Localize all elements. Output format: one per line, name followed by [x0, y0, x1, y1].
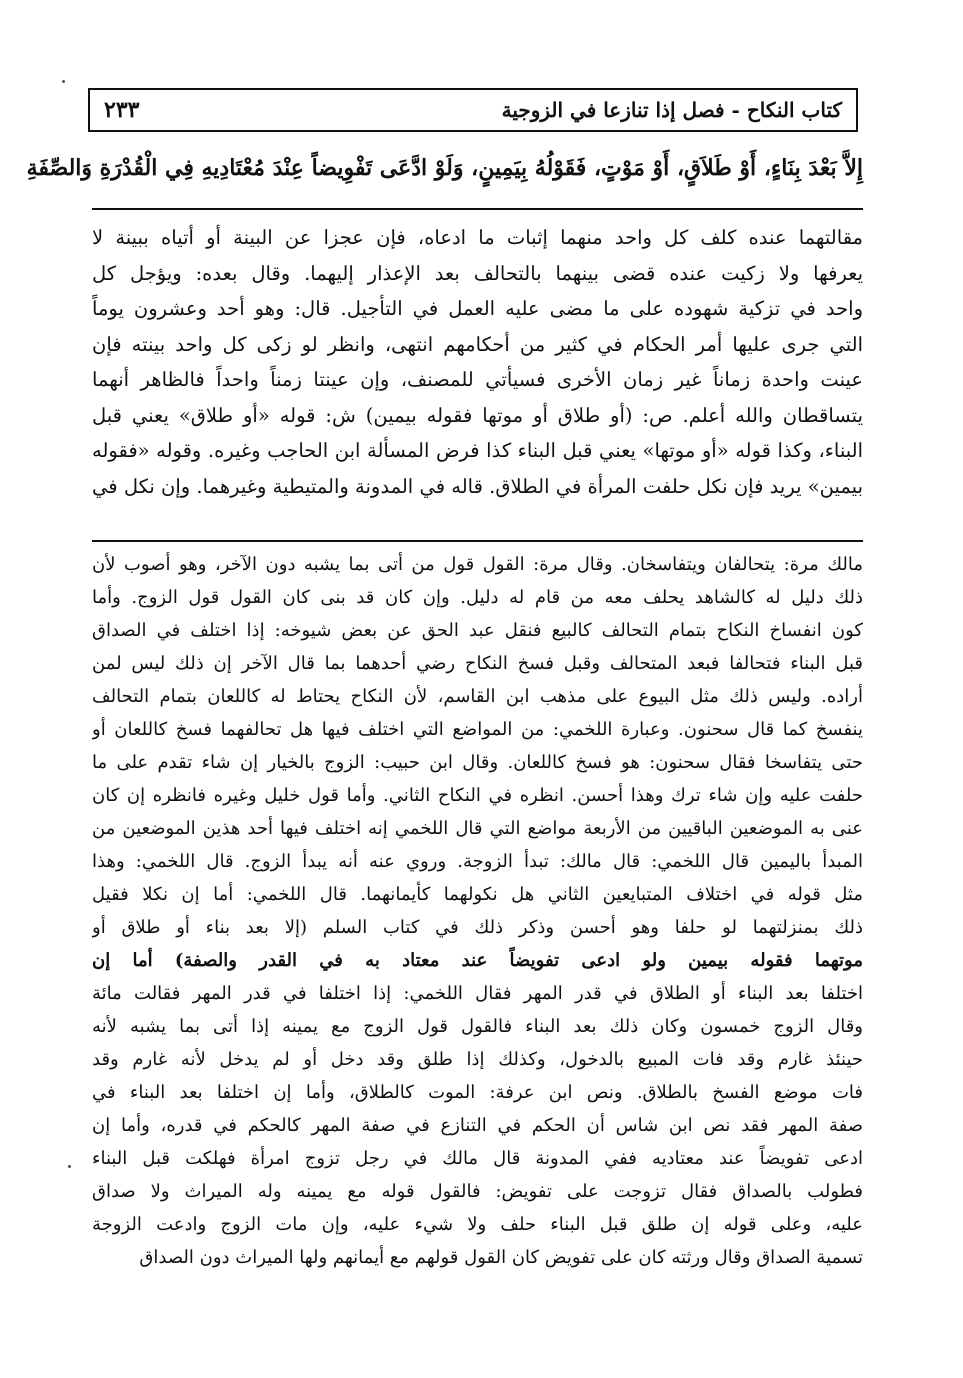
scan-speck [68, 1165, 71, 1168]
separator-rule-middle [92, 540, 863, 542]
foot-line: حلفت عليه وإن شاء ترك وهذا أحسن. انظره في النكاح الثاني. وأما قول خليل وغيره فانظره إن كان [92, 785, 863, 806]
main-line: مقالتهما عنده كلف كل واحد منهما إثبات ما ادعاه، فإن عجزا عن البينة أو أتياه ببينة لا [92, 226, 863, 249]
foot-line: ذلك دليل له كالشاهد يحلف معه من قام له دليل. وإن كان قد بنى كان القول قول الزوج. وأما [92, 587, 863, 608]
foot-line: فطولب بالصداق فقال تزوجت على تفويض: فالقول قوله مع يمينه وله الميراث ولا صداق [92, 1181, 863, 1202]
foot-line: حتى يتفاسخا فقال سحنون: هو فسخ كاللعان. وقال ابن حبيب: الزوج بالخيار إن شاء تقدم على ما [92, 752, 863, 773]
main-line: يعرفها ولا زكيت عنده قضى بينهما بالتحالف بعد الإعذار إليهما. وقال بعده: ويؤجل كل [92, 261, 863, 285]
running-header [88, 88, 858, 132]
separator-rule-top [92, 208, 863, 210]
foot-line: ذلك بمنزلتهما لو حلفا وهو أحسن وذكر ذلك في كتاب السلم (إلا بعد بناء أو طلاق أو [92, 917, 863, 938]
foot-line: مالك مرة: يتحالفان ويتفاسخان. وقال مرة: القول قول من أتى بما يشبه دون الآخر، وهو أصوب لأن [92, 554, 863, 575]
main-line: يتساقطان والله أعلم. ص: (أو طلاق أو موتها فقوله بيمين) ش: قوله «أو طلاق» يعني قبل [92, 403, 863, 427]
scan-speck [62, 80, 65, 83]
foot-line-quoted-matn: موتهما فقوله بيمين ولو ادعى تفويضاً عند معتاد به في القدر والصفة) أما إن [92, 950, 863, 971]
foot-line: أراده. وليس ذلك مثل البيوع على مذهب ابن القاسم، لأن النكاح يحتاط له كاللعان بتمام التحالف [92, 686, 863, 707]
marginal-commentary [92, 548, 863, 1274]
foot-line: عنى به الموضعين الباقيين من الأربعة مواضع التي قال اللخمي إنه اختلف فيها أحد هذين الموضعين من [92, 818, 863, 839]
foot-line: قبل البناء فتحالفا فبعد المتحالف وقبل فسخ النكاح رضي أحدهما بما قال الآخر إن ذلك ليس لمن [92, 653, 863, 674]
header-title: كتاب النكاح - فصل إذا تنازعا في الزوجية [501, 98, 842, 122]
foot-line: اختلفا بعد البناء أو الطلاق في قدر المهر فقال اللخمي: إذا اختلفا في قدر المهر فقالت مائة [92, 983, 863, 1004]
foot-line: المبدأ باليمين قال اللخمي: قال مالك: تبدأ الزوجة. وروي عنه أنه يبدأ الزوج. قال اللخمي: وهذا [92, 851, 863, 872]
main-line: بيمين» يريد فإن نكل حلفت المرأة في الطلاق. قاله في المدونة والمتيطية وغيرهما. وإن نكل في [92, 474, 863, 498]
foot-line: ادعى تفويضاً عند معتاديه ففي المدونة قال مالك في رجل تزوج امرأة فهلكت قبل البناء [92, 1148, 863, 1169]
main-line: واحد في تزكية شهوده على ما مضى عليه العمل في التأجيل. قال: وهو أحد وعشرون يوماً [92, 297, 863, 320]
main-line: التي جرى عليها أمر الحكام في كثير من أحكامهم انتهى، وانظر لو زكى كل واحد بينته فإن [92, 332, 863, 356]
foot-line: تسمية الصداق وقال ورثته كان على تفويض كان القول قولهم مع أيمانهم ولها الميراث دون الصداق [139, 1247, 863, 1268]
foot-line: مثل قوله في اختلاف المتبايعين الثاني هل نكولهما كأيمانهما. قال اللخمي: أما إن نكلا فقيل [92, 884, 863, 905]
main-commentary [92, 220, 863, 504]
foot-line: ينفسخ كما قال سحنون. وعبارة اللخمي: من المواضع التي اختلف فيها هل تحالفهما فسخ كاللعان أو [92, 719, 863, 740]
foot-line: وقال الزوج خمسون وكان ذلك بعد البناء فالقول قول الزوج مع يمينه إذا أتى بما يشبه لأنه [92, 1016, 863, 1037]
foot-line: كون انفساخ النكاح بتمام التحالف كالبيع فنقل عبد الحق عن بعض شيوخه: إذا اختلف في الصداق [92, 620, 863, 641]
main-line: البناء، وكذا قوله «أو موتها» يعني قبل البناء كذا فرض المسألة ابن الحاجب وغيره. وقوله «فقوله [92, 439, 863, 462]
page-number: ٢٣٣ [104, 97, 140, 123]
foot-line: صفة المهر فقد نص ابن شاس أن الحكم في التنازع في صفة المهر كالحكم في قدره، وأما إن [92, 1115, 863, 1136]
matn-line: إِلاَّ بَعْدَ بِنَاءٍ، أَوْ طَلاَقٍ، أَوْ مَوْتٍ، فَقَوْلُهُ بِيَمِينٍ، وَلَوْ ادَّعَى تَفْوِيضاً عِنْدَ مُعْتَادِيهِ فِي الْقُدْرَةِ وَالصِّفَةِ [26, 155, 863, 181]
foot-line: حينئذ غارم وقد فات المبيع بالدخول، وكذلك إذا طلق وقد دخل أو لم يدخل لأنه غارم وقد [92, 1049, 863, 1070]
foot-line: عليه، وعلى قوله إن طلق قبل البناء حلف ولا شيء عليه، وإن مات الزوج وادعت الزوجة [92, 1214, 863, 1235]
main-line: عينت واحدة زماناً غير زمان الأخرى فسيأتي للمصنف، وإن عينتا زمناً واحداً فالظاهر أنهما [92, 368, 863, 391]
foot-line: فات موضع الفسخ بالطلاق. ونص ابن عرفة: الموت كالطلاق، وأما إن اختلفا بعد البناء في [92, 1082, 863, 1103]
